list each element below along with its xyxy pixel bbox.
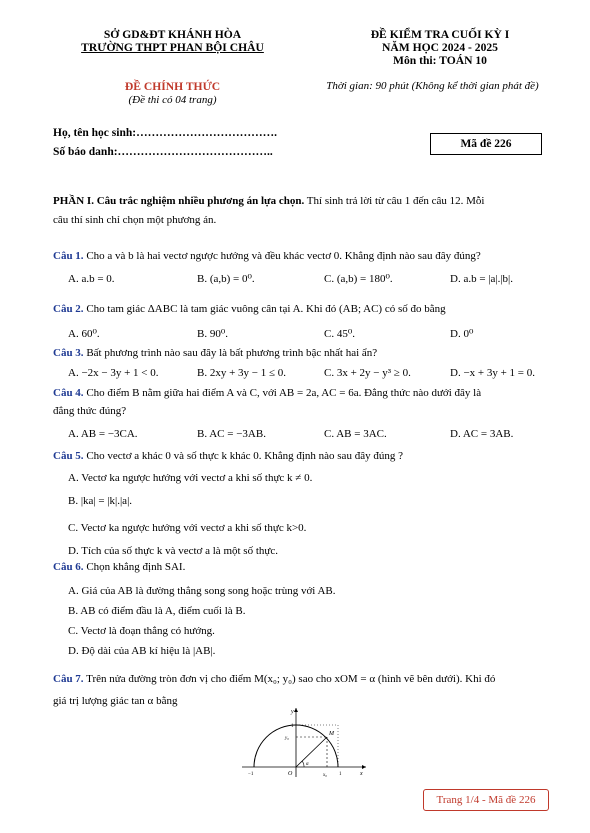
q1-option-c[interactable]: C. (a,b) = 180⁰. <box>324 273 393 285</box>
question-number: Câu 2. <box>53 303 84 315</box>
question-5 <box>53 449 403 463</box>
question-1 <box>53 249 481 263</box>
question-number: Câu 6. <box>53 561 84 573</box>
question-text: Bất phương trình nào sau đây là bất phương trình bậc nhất hai ẩn? <box>83 347 378 359</box>
q1-option-d[interactable]: D. a.b = |a|.|b|. <box>450 273 513 285</box>
q4-option-b[interactable]: B. AC = −3AB. <box>197 428 266 440</box>
question-6 <box>53 560 185 574</box>
q5-option-b[interactable]: B. |ka| = |k|.|a|. <box>68 495 133 507</box>
fig-label-y0: y₀ <box>285 736 289 741</box>
fig-label-x0: x₀ <box>323 773 327 778</box>
dept-name: SỞ GD&ĐT KHÁNH HÒA <box>103 28 242 41</box>
question-text: Cho điểm B nằm giữa hai điểm A và C, với AB = 2a, AC = 6a. Đẳng thức nào dưới đây là <box>83 387 482 399</box>
fig-label-y: y <box>291 709 294 715</box>
question-text: Chọn khẳng định SAI. <box>83 561 186 573</box>
subject: Môn thi: TOÁN 10 <box>393 54 487 67</box>
question-text: Cho vectơ a khác 0 và số thực k khác 0. Khẳng định nào sau đây đúng ? <box>83 450 403 462</box>
fig-label-1y: 1 <box>291 724 294 729</box>
q4-option-c[interactable]: C. AB = 3AC. <box>324 428 387 440</box>
question-number: Câu 3. <box>53 347 84 359</box>
q6-option-c[interactable]: C. Vectơ là đoạn thẳng có hướng. <box>68 625 215 637</box>
q3-option-a[interactable]: A. −2x − 3y + 1 < 0. <box>68 367 159 379</box>
fig-label-minus1: −1 <box>248 772 254 777</box>
student-id-field: Số báo danh:………………………………….. <box>53 146 273 158</box>
exam-title: ĐỀ KIỂM TRA CUỐI KỲ I <box>370 28 510 41</box>
part1-desc: Thí sinh trả lời từ câu 1 đến câu 12. Mỗi <box>304 195 485 207</box>
q3-option-b[interactable]: B. 2xy + 3y − 1 ≤ 0. <box>197 367 287 379</box>
question-number: Câu 4. <box>53 387 84 399</box>
q4-option-a[interactable]: A. AB = −3CA. <box>68 428 138 440</box>
fig-label-x: x <box>360 771 363 777</box>
pages-note: (Đề thi có 04 trang) <box>128 94 217 106</box>
q2-option-b[interactable]: B. 90⁰. <box>197 328 228 340</box>
part1-title: PHẦN I. Câu trắc nghiệm nhiều phương án lựa chọn. <box>53 195 305 207</box>
q3-option-c[interactable]: C. 3x + 2y − y³ ≥ 0. <box>324 367 411 379</box>
question-text: Trên nửa đường tròn đơn vị cho điểm M(x₀; y₀) sao cho xOM = α (hình vẽ bên dưới). Khi đó <box>83 673 496 685</box>
student-name-field: Họ, tên học sinh:………………………………. <box>53 127 277 139</box>
question-7-cont: giá trị lượng giác tan α bằng <box>53 695 178 707</box>
part1-desc2: câu thí sinh chỉ chọn một phương án. <box>53 214 217 226</box>
q3-option-d[interactable]: D. −x + 3y + 1 = 0. <box>450 367 536 379</box>
q1-option-a[interactable]: A. a.b = 0. <box>68 273 115 285</box>
official-label: ĐỀ CHÍNH THỨC <box>124 80 221 93</box>
page-footer: Trang 1/4 - Mã đề 226 <box>423 789 549 811</box>
time-note: Thời gian: 90 phút (Không kể thời gian phát đề) <box>326 80 539 92</box>
question-number: Câu 5. <box>53 450 84 462</box>
alpha-arc <box>302 761 304 767</box>
x-axis-arrow-icon <box>362 765 366 769</box>
unit-semicircle-figure <box>238 705 370 780</box>
question-4-cont: đẳng thức đúng? <box>53 405 127 417</box>
school-year: NĂM HỌC 2024 - 2025 <box>382 41 498 54</box>
exam-code-box: Mã đề 226 <box>430 133 542 155</box>
q2-option-a[interactable]: A. 60⁰. <box>68 328 100 340</box>
question-3 <box>53 346 377 360</box>
question-text: Cho tam giác ΔABC là tam giác vuông cân tại A. Khi đó (AB; AC) có số đo bằng <box>83 303 446 315</box>
question-number: Câu 7. <box>53 673 84 685</box>
question-text: Cho a và b là hai vectơ ngược hướng và đều khác vectơ 0. Khẳng định nào sau đây đúng? <box>83 250 481 262</box>
question-2 <box>53 302 446 316</box>
q6-option-d[interactable]: D. Độ dài của AB kí hiệu là |AB|. <box>68 645 216 657</box>
part1-intro <box>53 192 553 230</box>
fig-label-alpha: α <box>306 762 309 767</box>
fig-label-m: M <box>329 731 334 737</box>
school-name: TRƯỜNG THPT PHAN BỘI CHÂU <box>81 41 264 54</box>
q6-option-a[interactable]: A. Giá của AB là đường thẳng song song hoặc trùng với AB. <box>68 585 336 597</box>
fig-label-o: O <box>288 771 293 777</box>
question-7 <box>53 672 495 686</box>
q1-option-b[interactable]: B. (a,b) = 0⁰. <box>197 273 255 285</box>
om-segment <box>296 737 327 767</box>
y-axis-arrow-icon <box>294 708 298 712</box>
question-number: Câu 1. <box>53 250 84 262</box>
q2-option-d[interactable]: D. 0⁰ <box>450 328 474 340</box>
q6-option-b[interactable]: B. AB có điểm đầu là A, điểm cuối là B. <box>68 605 246 617</box>
q5-option-c[interactable]: C. Vectơ ka ngược hướng với vectơ a khi số thực k>0. <box>68 522 307 534</box>
q2-option-c[interactable]: C. 45⁰. <box>324 328 355 340</box>
q5-option-a[interactable]: A. Vectơ ka ngược hướng với vectơ a khi số thực k ≠ 0. <box>68 472 313 484</box>
q5-option-d[interactable]: D. Tích của số thực k và vectơ a là một số thực. <box>68 545 278 557</box>
fig-label-1x: 1 <box>339 772 342 777</box>
q4-option-d[interactable]: D. AC = 3AB. <box>450 428 514 440</box>
question-4 <box>53 386 481 400</box>
